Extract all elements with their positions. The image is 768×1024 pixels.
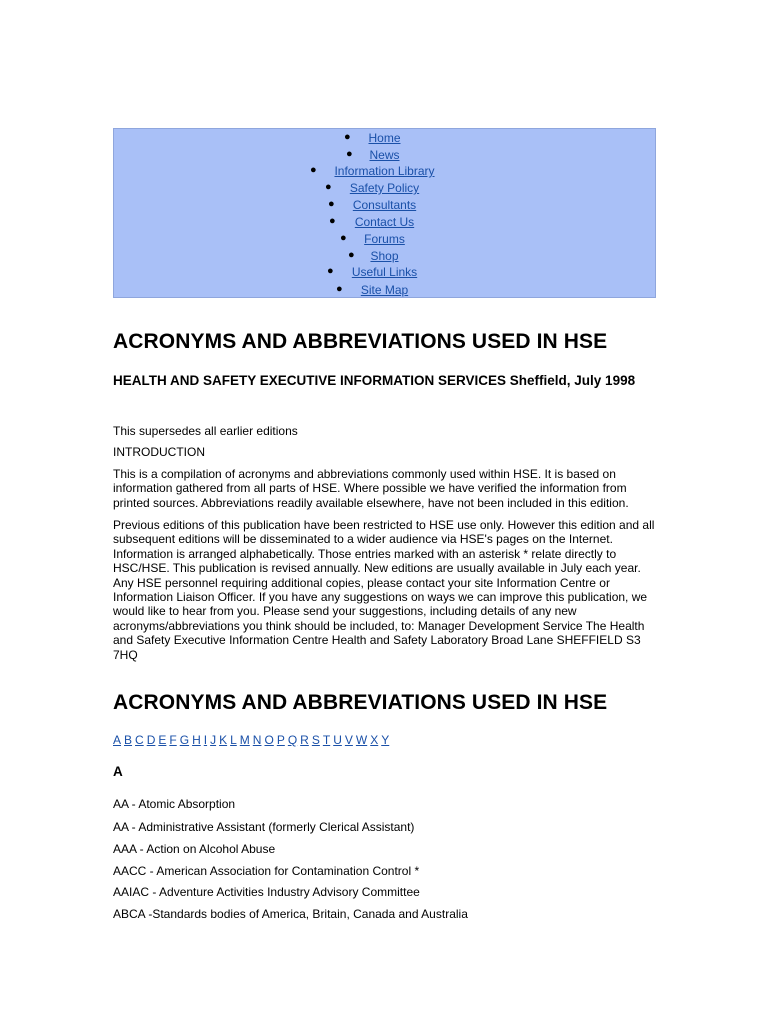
- bullet-icon: ●: [329, 215, 336, 227]
- alpha-link-k[interactable]: K: [219, 733, 228, 747]
- alpha-link-e[interactable]: E: [158, 733, 167, 747]
- bullet-icon: ●: [340, 232, 347, 244]
- alpha-link-w[interactable]: W: [355, 733, 368, 747]
- list-item: AAA - Action on Alcohol Abuse: [113, 842, 276, 856]
- page-title: ACRONYMS AND ABBREVIATIONS USED IN HSE: [113, 330, 608, 353]
- nav-link-shop[interactable]: Shop: [370, 249, 399, 263]
- alphabet-index: [113, 733, 392, 747]
- nav-item-consultants: [114, 198, 655, 215]
- nav-item-shop: [114, 249, 655, 266]
- bullet-icon: ●: [310, 164, 317, 176]
- nav-link-news[interactable]: News: [369, 148, 400, 162]
- bullet-icon: ●: [328, 198, 335, 210]
- alpha-link-x[interactable]: X: [370, 733, 379, 747]
- alpha-link-a[interactable]: A: [113, 733, 122, 747]
- nav-link-home[interactable]: Home: [368, 131, 401, 145]
- alpha-link-q[interactable]: Q: [287, 733, 298, 747]
- nav-item-forums: [114, 232, 655, 249]
- alpha-link-c[interactable]: C: [135, 733, 144, 747]
- alpha-link-o[interactable]: O: [264, 733, 274, 747]
- alpha-link-b[interactable]: B: [124, 733, 133, 747]
- alpha-link-r[interactable]: R: [300, 733, 309, 747]
- nav-item-site-map: [114, 283, 655, 300]
- list-item: AA - Atomic Absorption: [113, 797, 236, 811]
- bullet-icon: ●: [325, 181, 332, 193]
- nav-link-forums[interactable]: Forums: [364, 232, 405, 246]
- list-item: ABCA -Standards bodies of America, Britain, Canada and Australia: [113, 907, 468, 921]
- list-item: AA - Administrative Assistant (formerly Clerical Assistant): [113, 820, 415, 834]
- nav-item-contact-us: [114, 215, 655, 232]
- alpha-link-p[interactable]: P: [276, 733, 285, 747]
- section-title: ACRONYMS AND ABBREVIATIONS USED IN HSE: [113, 691, 608, 714]
- bullet-icon: ●: [327, 265, 334, 277]
- alpha-link-d[interactable]: D: [146, 733, 156, 747]
- alpha-link-u[interactable]: U: [333, 733, 342, 747]
- nav-item-useful-links: [114, 265, 655, 282]
- nav-link-consultants[interactable]: Consultants: [352, 198, 417, 212]
- alpha-link-f[interactable]: F: [169, 733, 177, 747]
- nav-item-information-library: [114, 164, 655, 181]
- list-item: AACC - American Association for Contamination Control *: [113, 864, 420, 878]
- supersedes-note: This supersedes all earlier editions: [113, 424, 298, 438]
- bullet-icon: ●: [348, 249, 355, 261]
- bullet-icon: ●: [336, 283, 343, 295]
- nav-link-contact-us[interactable]: Contact Us: [354, 215, 415, 229]
- alpha-link-l[interactable]: L: [230, 733, 237, 747]
- nav-item-news: [114, 148, 655, 165]
- alpha-link-j[interactable]: J: [210, 733, 217, 747]
- alpha-link-s[interactable]: S: [311, 733, 320, 747]
- alpha-link-m[interactable]: M: [239, 733, 250, 747]
- intro-label: INTRODUCTION: [113, 445, 205, 459]
- nav-link-safety-policy[interactable]: Safety Policy: [349, 181, 420, 195]
- bullet-icon: ●: [346, 148, 353, 160]
- alpha-link-v[interactable]: V: [344, 733, 353, 747]
- alpha-link-n[interactable]: N: [252, 733, 262, 747]
- nav-link-useful-links[interactable]: Useful Links: [351, 265, 418, 279]
- nav-item-safety-policy: [114, 181, 655, 198]
- alpha-link-i[interactable]: I: [203, 733, 208, 747]
- intro-paragraph-1: This is a compilation of acronyms and abbreviations commonly used within HSE. It is based on information gathered from all parts of HSE. Where possible we have verified the information from printed sources. Abbreviations readily available elsewhere, have not been included in this edition.: [113, 467, 629, 510]
- nav-link-information-library[interactable]: Information Library: [334, 164, 435, 178]
- alpha-link-t[interactable]: T: [322, 733, 331, 747]
- nav-item-home: [114, 131, 655, 148]
- section-letter-heading: A: [113, 764, 123, 779]
- list-item: AAIAC - Adventure Activities Industry Advisory Committee: [113, 885, 420, 899]
- document-page: [113, 128, 656, 921]
- alpha-link-y[interactable]: Y: [381, 733, 390, 747]
- alpha-link-g[interactable]: G: [179, 733, 190, 747]
- bullet-icon: ●: [344, 131, 351, 143]
- nav-menu: [113, 128, 656, 298]
- alpha-link-h[interactable]: H: [192, 733, 201, 747]
- subtitle: HEALTH AND SAFETY EXECUTIVE INFORMATION SERVICES Sheffield, July 1998: [113, 373, 636, 388]
- intro-paragraph-2: Previous editions of this publication have been restricted to HSE use only. However this edition and all subsequent editions will be disseminated to a wider audience via HSE's pages on the Internet. Information is arranged alphabetically. Those entries marked with an asterisk * relate directly to HSC/HSE. This publication is revised annually. New editions are usually available in July each year. Any HSE personnel requiring additional copies, please contact your site Information Centre or Information Liaison Officer. If you have any suggestions on ways we can improve this publication, we would like to hear from you. Please send your suggestions, including details of any new acronyms/abbreviations you think should be included, to: Manager Development Service The Health and Safety Executive Information Centre Health and Safety Laboratory Broad Lane SHEFFIELD S3 7HQ: [113, 518, 655, 662]
- nav-link-site-map[interactable]: Site Map: [360, 283, 409, 297]
